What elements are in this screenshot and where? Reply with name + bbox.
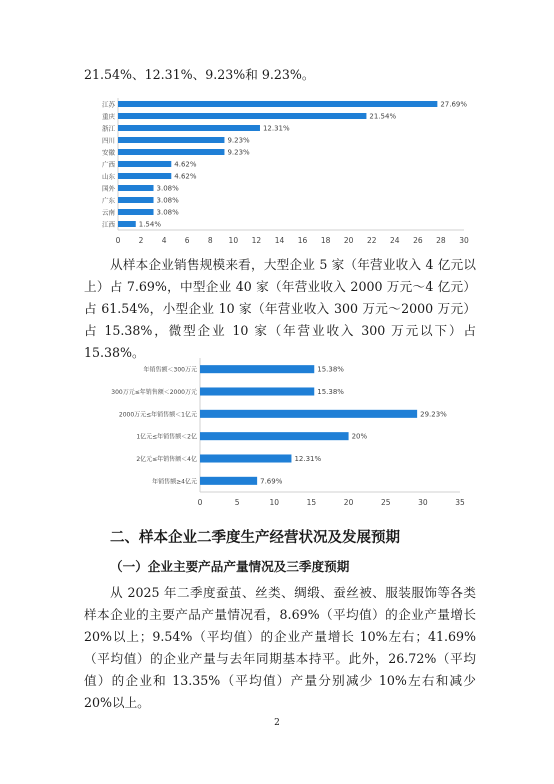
category-label: 江西 — [102, 220, 115, 229]
x-tick-label: 15 — [306, 498, 317, 507]
bar — [118, 149, 224, 155]
data-label: 27.69% — [440, 100, 468, 109]
x-tick-label: 22 — [366, 236, 377, 245]
category-label: 年销售额≥4亿元 — [152, 478, 197, 486]
bar — [118, 101, 437, 107]
bar — [118, 173, 171, 179]
bar — [118, 197, 154, 203]
paragraph-product-output: 从 2025 年二季度蚕茧、丝类、绸缎、蚕丝被、服装服饰等各类样本企业的主要产品产量情况看，8.69%（平均值）的企业产量增长 20%以上；9.54%（平均值）的企业产量增长 10%左右；41.69%（平均值）的企业产量与去年同期基本持平。此外，26.72%（平均值）的企业和 13.35%（平均值）产量分别减少 10%左右和减少 20%以上。 — [84, 585, 476, 710]
data-label: 3.08% — [156, 184, 179, 193]
category-label: 重庆 — [102, 112, 115, 121]
category-label: 2000万元≤年销售额＜1亿元 — [118, 411, 197, 419]
category-label: 四川 — [102, 136, 115, 145]
data-label: 9.23% — [227, 148, 250, 157]
bar — [200, 410, 417, 418]
data-label: 15.38% — [317, 365, 344, 374]
bar — [118, 161, 171, 167]
x-tick-label: 6 — [184, 236, 190, 245]
data-label: 1.54% — [138, 220, 162, 229]
x-tick-label: 10 — [228, 236, 239, 245]
category-label: 山东 — [102, 172, 115, 181]
category-label: 2亿元≤年销售额＜4亿 — [136, 456, 197, 463]
x-tick-label: 25 — [380, 498, 391, 507]
bar — [118, 185, 154, 191]
x-tick-label: 4 — [161, 236, 167, 245]
bar — [118, 209, 154, 215]
x-tick-label: 35 — [455, 498, 465, 507]
category-label: 安徽 — [102, 148, 115, 157]
x-tick-label: 24 — [390, 236, 400, 245]
x-tick-label: 5 — [234, 498, 240, 507]
x-tick-label: 8 — [207, 236, 213, 245]
category-label: 1亿元≤年销售额＜2亿 — [136, 433, 197, 441]
bar — [200, 432, 349, 440]
data-label: 7.69% — [260, 477, 283, 486]
bar — [200, 365, 314, 373]
data-label: 4.62% — [174, 172, 197, 181]
x-tick-label: 30 — [459, 236, 469, 245]
x-tick-label: 26 — [413, 236, 423, 245]
category-label: 浙江 — [102, 124, 115, 133]
x-tick-label: 2 — [138, 236, 144, 245]
bar — [118, 113, 366, 119]
x-tick-label: 20 — [343, 498, 354, 507]
data-label: 9.23% — [227, 136, 250, 145]
data-label: 12.31% — [262, 124, 290, 133]
intro-line: 21.54%、12.31%、9.23%和 9.23%。 — [84, 67, 315, 82]
data-label: 29.23% — [420, 410, 447, 419]
x-tick-label: 20 — [343, 236, 354, 245]
x-tick-label: 14 — [274, 236, 285, 245]
x-tick-label: 0 — [197, 498, 203, 507]
category-label: 广西 — [102, 160, 115, 169]
sales-scale-chart — [84, 358, 476, 508]
x-tick-label: 18 — [320, 236, 331, 245]
bar — [200, 477, 257, 485]
data-label: 12.31% — [294, 455, 322, 463]
data-label: 4.62% — [174, 160, 197, 169]
category-label: 300万元≤年销售额＜2000万元 — [111, 389, 197, 396]
x-tick-label: 12 — [251, 236, 262, 245]
subsection-heading: （一）企业主要产品产量情况及三季度预期 — [110, 559, 350, 574]
bar — [200, 454, 291, 462]
data-label: 21.54% — [369, 112, 397, 121]
category-label: 云南 — [102, 208, 115, 217]
category-label: 年销售额＜300万元 — [143, 366, 197, 374]
data-label: 15.38% — [317, 388, 344, 396]
x-tick-label: 28 — [436, 236, 446, 245]
x-tick-label: 10 — [269, 498, 280, 507]
x-tick-label: 30 — [418, 498, 428, 507]
bar — [118, 125, 260, 131]
paragraph-sales-scale: 从样本企业销售规模来看，大型企业 5 家（年营业收入 4 亿元以上）占 7.69%，中型企业 40 家（年营业收入 2000 万元～4 亿元）占 61.54%，小型企业 10 家（年营业收入 300 万元～2000 万元）占 15.38%，微型企业 10 家（年营业收入 300 万元以下）占 15.38%。 — [84, 257, 476, 360]
bar — [118, 137, 224, 143]
data-label: 20% — [351, 432, 368, 441]
category-label: 国外 — [102, 184, 115, 193]
category-label: 江苏 — [102, 100, 115, 109]
section-heading: 二、样本企业二季度生产经营状况及发展预期 — [110, 530, 400, 546]
bar — [200, 387, 314, 395]
x-tick-label: 0 — [115, 236, 121, 245]
region-distribution-chart — [84, 96, 476, 246]
x-tick-label: 16 — [297, 236, 308, 245]
data-label: 3.08% — [156, 196, 179, 205]
data-label: 3.08% — [156, 208, 179, 217]
page-number: 2 — [274, 718, 280, 728]
category-label: 广东 — [102, 196, 115, 205]
bar — [118, 221, 136, 227]
